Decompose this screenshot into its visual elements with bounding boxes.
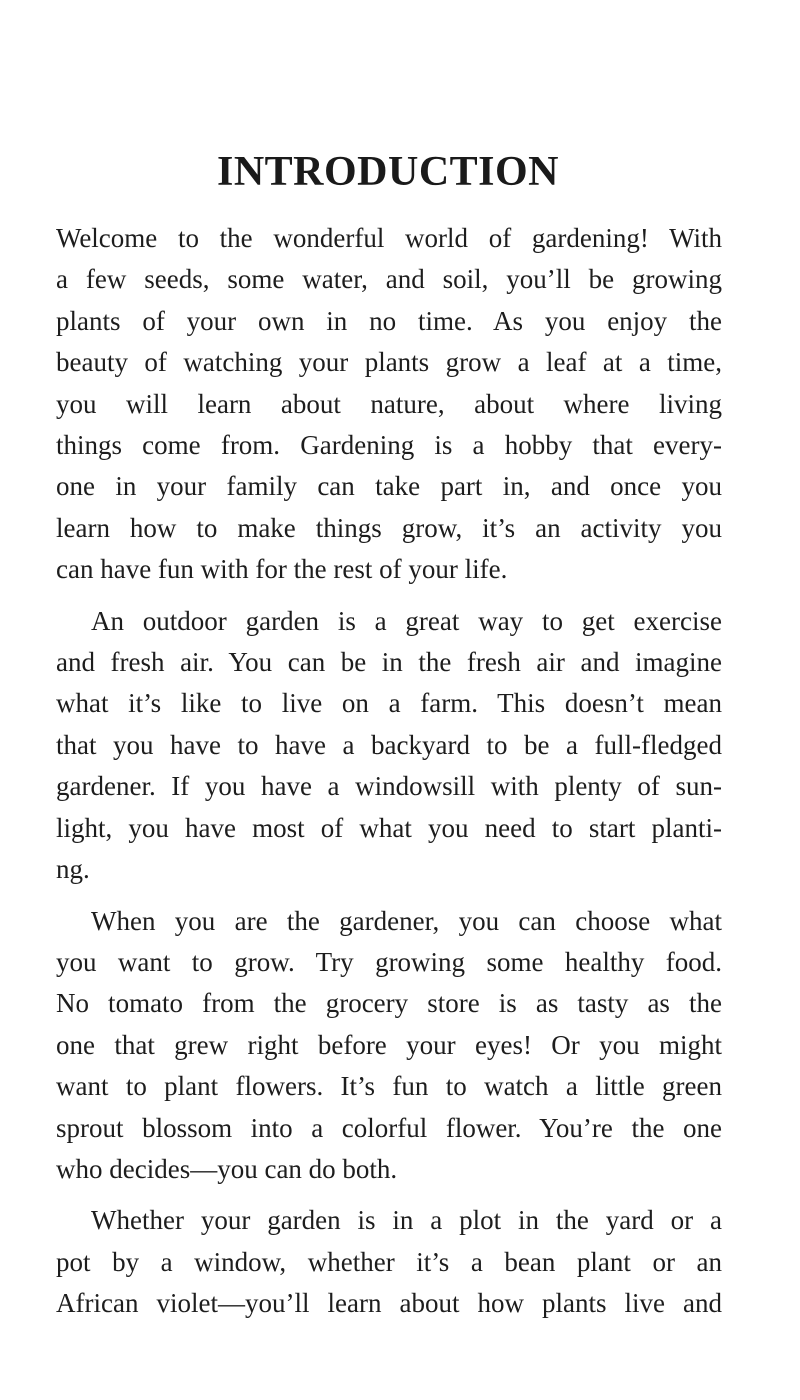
paragraph-1	[56, 218, 722, 591]
text-line: and fresh air. You can be in the fresh air and imagine	[56, 647, 722, 678]
text-line: When you are the gardener, you can choose what	[91, 905, 722, 936]
text-line: can have fun with for the rest of your life.	[56, 554, 508, 585]
text-line: a few seeds, some water, and soil, you’ll be growing	[56, 264, 722, 295]
text-line: Whether your garden is in a plot in the yard or a	[91, 1205, 722, 1236]
text-line: one in your family can take part in, and once you	[56, 471, 722, 502]
text-line: sprout blossom into a colorful flower. You’re the one	[56, 1112, 722, 1143]
text-line: learn how to make things grow, it’s an activity you	[56, 512, 722, 543]
text-line: light, you have most of what you need to start planti-	[56, 812, 722, 843]
text-line: pot by a window, whether it’s a bean plant or an	[56, 1246, 722, 1277]
chapter-body	[56, 218, 722, 1325]
paragraph-4	[56, 1200, 722, 1324]
text-line: things come from. Gardening is a hobby that every-	[56, 430, 722, 461]
text-line: who decides—you can do both.	[56, 1153, 398, 1184]
text-line: you will learn about nature, about where living	[56, 388, 722, 419]
text-line: you want to grow. Try growing some healthy food.	[56, 946, 722, 977]
paragraph-2	[56, 601, 722, 891]
text-line: African violet—you’ll learn about how plants live and	[56, 1288, 722, 1319]
text-line: want to plant flowers. It’s fun to watch a little green	[56, 1071, 722, 1102]
text-line: Welcome to the wonderful world of gardening! With	[56, 223, 722, 253]
paragraph-3	[56, 901, 722, 1191]
text-line: plants of your own in no time. As you enjoy the	[56, 305, 722, 336]
text-line: gardener. If you have a windowsill with plenty of sun-	[56, 771, 722, 802]
text-line: An outdoor garden is a great way to get exercise	[91, 605, 722, 636]
text-line: No tomato from the grocery store is as tasty as the	[56, 988, 722, 1019]
text-line: ng.	[56, 854, 90, 885]
text-line: one that grew right before your eyes! Or you might	[56, 1029, 722, 1060]
text-line: beauty of watching your plants grow a leaf at a time,	[56, 347, 722, 378]
chapter-title: INTRODUCTION	[216, 149, 560, 196]
text-line: what it’s like to live on a farm. This doesn’t mean	[56, 688, 722, 719]
text-line: that you have to have a backyard to be a full-fledged	[56, 729, 722, 760]
